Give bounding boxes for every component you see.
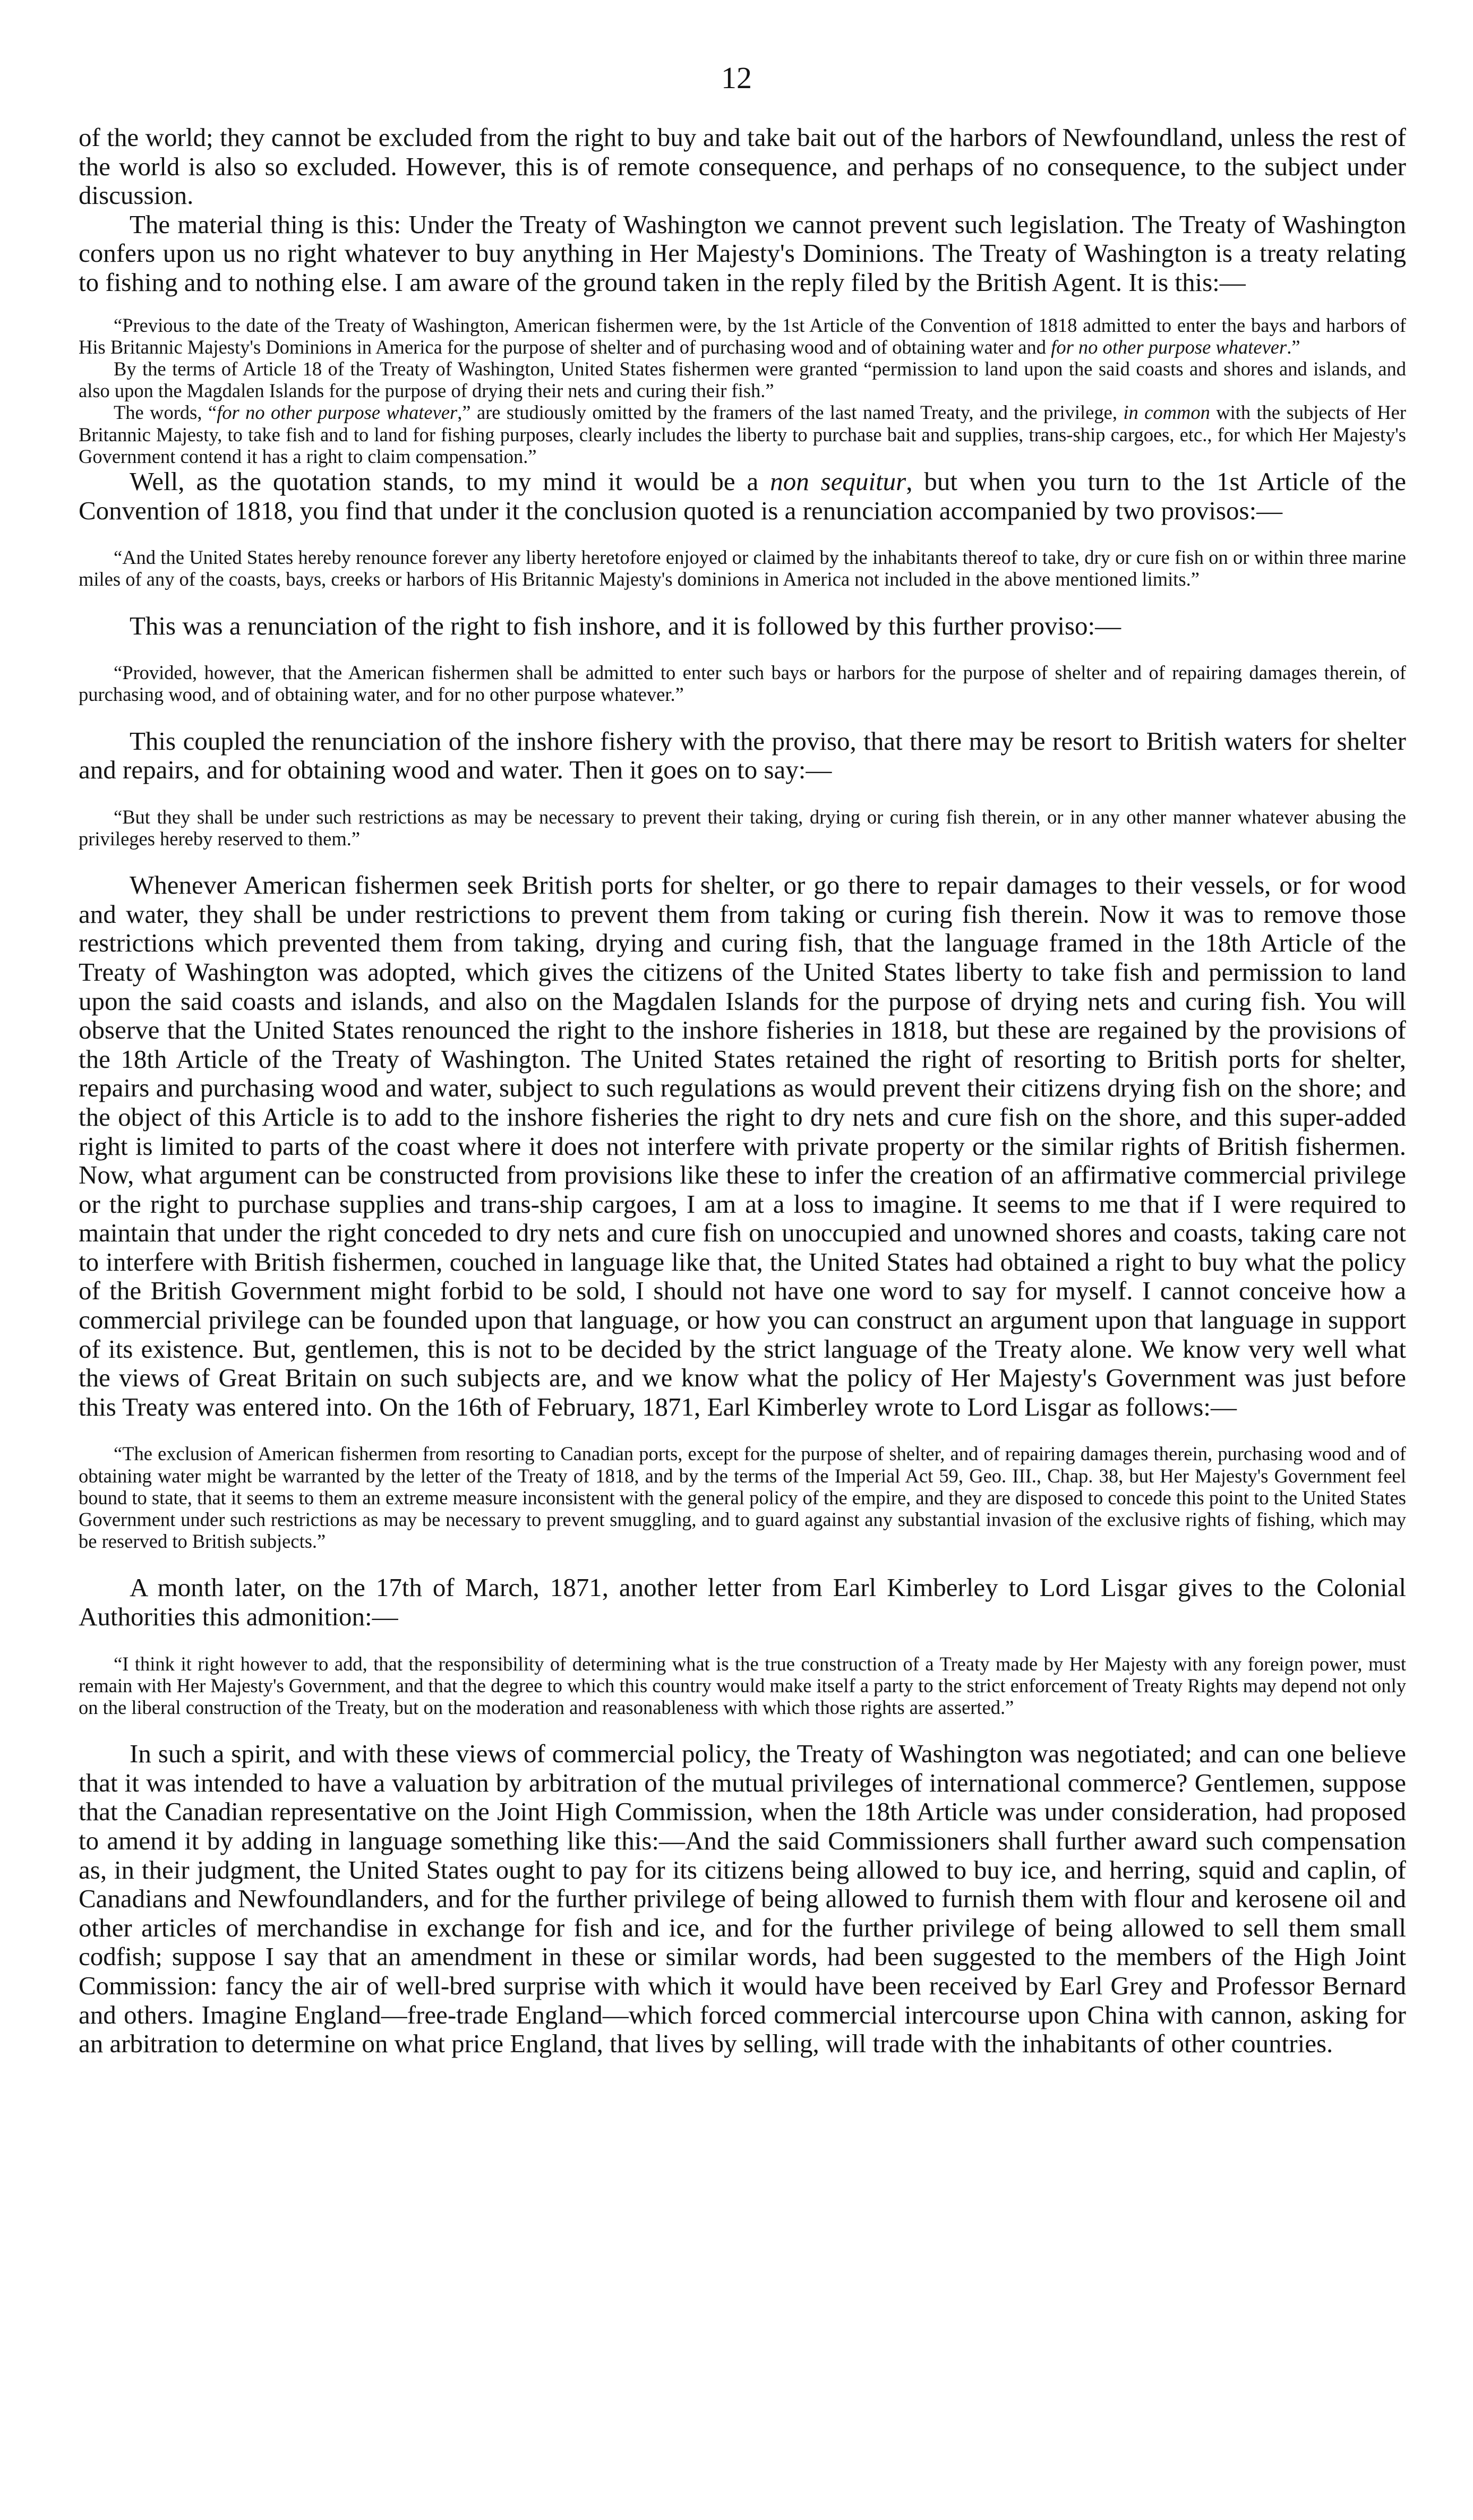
block-quote: “But they shall be under such restrictions as may be necessary to prevent their taking, drying or curing fish therein, or in any other manner whatever abusing the privileges hereby reserved to them.” <box>79 805 1406 850</box>
quote-paragraph: The words, “for no other purpose whatever,” are studiously omitted by the framers of the last named Treaty, and the privilege, in common with the subjects of Her Britannic Majesty, to take fish and to land for fishing purposes, clearly includes the liberty to purchase bait and supplies, trans-ship cargoes, etc., for which Her Majesty's Government contend it has a right to claim compensation.” <box>79 401 1407 467</box>
block-quote: “I think it right however to add, that the responsibility of determining what is the true construction of a Treaty made by Her Majesty with any foreign power, must remain with Her Majesty's Government, and that the degree to which this country would make itself a party to the strict enforcement of Treaty Rights may depend not only on the liberal construction of the Treaty, but on the moderation and reasonableness with which those rights are asserted.” <box>79 1652 1406 1719</box>
paragraph: This coupled the renunciation of the inshore fishery with the proviso, that there may be resort to British waters for shelter and repairs, and for obtaining wood and water. Then it goes on to say:— <box>79 726 1406 785</box>
block-quote <box>79 314 1406 467</box>
paragraph: Well, as the quotation stands, to my mind it would be a non sequitur, but when you turn to the 1st Article of the Convention of 1818, you find that under it the conclusion quoted is a renunciation accompanied by two provisos:— <box>79 466 1406 525</box>
block-quote: “The exclusion of American fishermen from resorting to Canadian ports, except for the purpose of shelter, and of repairing damages therein, purchasing wood and of obtaining water might be warranted by the letter of the Treaty of 1818, and by the terms of the Imperial Act 59, Geo. III., Chap. 38, but Her Majesty's Government feel bound to state, that it seems to them an extreme measure inconsistent with the general policy of the empire, and they are disposed to concede this point to the United States Government under such restrictions as may be necessary to prevent smuggling, and to guard against any substantial invasion of the exclusive rights of fishing, which may be reserved to British subjects.” <box>79 1443 1406 1553</box>
paragraph: In such a spirit, and with these views of commercial policy, the Treaty of Washington was negotiated; and can one believe that it was intended to have a valuation by arbitration of the mutual privileges of international commerce? Gentlemen, suppose that the Canadian representative on the Joint High Commission, when the 18th Article was under consideration, had proposed to amend it by adding in language something like this:—And the said Commissioners shall further award such compensation as, in their judgment, the United States ought to pay for its citizens being allowed to buy ice, and herring, squid and caplin, of Canadians and Newfoundlanders, and for the further privilege of being allowed to furnish them with flour and kerosene oil and other articles of merchandise in exchange for fish and ice, and for the further privilege of being allowed to sell them small codfish; suppose I say that an amendment in these or similar words, had been suggested to the members of the High Joint Commission: fancy the air of well-bred surprise with which it would have been received by Earl Grey and Professor Bernard and others. Imagine England—free-trade England—which forced commercial intercourse upon China with cannon, asking for an arbitration to determine on what price England, that lives by selling, will trade with the inhabitants of other countries. <box>79 1739 1406 2059</box>
quote-paragraph: By the terms of Article 18 of the Treaty of Washington, United States fishermen were granted “permission to land upon the said coasts and shores and islands, and also upon the Magdalen Islands for the purpose of drying their nets and curing their fish.” <box>79 357 1406 402</box>
page-body <box>79 123 1406 2059</box>
quote-paragraph: “Previous to the date of the Treaty of Washington, American fishermen were, by the 1st Article of the Convention of 1818 admitted to enter the bays and harbors of His Britannic Majesty's Dominions in America for the purpose of shelter and of purchasing wood and of obtaining water and for no other purpose whatever.” <box>79 314 1406 358</box>
block-quote: “And the United States hereby renounce forever any liberty heretofore enjoyed or claimed by the inhabitants thereof to take, dry or cure fish on or within three marine miles of any of the coasts, bays, creeks or harbors of His Britannic Majesty's dominions in America not included in the above mentioned limits.” <box>79 546 1406 590</box>
paragraph: The material thing is this: Under the Treaty of Washington we cannot prevent such legislation. The Treaty of Washington confers upon us no right whatever to buy anything in Her Majesty's Dominions. The Treaty of Washington is a treaty relating to fishing and to nothing else. I am aware of the ground taken in the reply filed by the British Agent. It is this:— <box>79 209 1406 297</box>
paragraph: Whenever American fishermen seek British ports for shelter, or go there to repair damages to their vessels, or for wood and water, they shall be under restrictions to prevent them from taking or curing fish therein. Now it was to remove those restrictions which prevented them from taking, drying and curing fish, that the language framed in the 18th Article of the Treaty of Washington was adopted, which gives the citizens of the United States liberty to take fish and permission to land upon the said coasts and islands, and also on the Magdalen Islands for the purpose of drying nets and curing fish. You will observe that the United States renounced the right to the inshore fisheries in 1818, but these are regained by the provisions of the 18th Article of the Treaty of Washington. The United States retained the right of resorting to British ports for shelter, repairs and purchasing wood and water, subject to such regulations as would prevent their citizens drying fish on the shore; and the object of this Article is to add to the inshore fisheries the right to dry nets and cure fish on the shore, and this super-added right is limited to parts of the coast where it does not interfere with private property or the similar rights of British fishermen. Now, what argument can be constructed from provisions like these to infer the creation of an affirmative commercial privilege or the right to purchase supplies and trans-ship cargoes, I am at a loss to imagine. It seems to me that if I were required to maintain that under the right conceded to dry nets and cure fish on unoccupied and unowned shores and coasts, taking care not to interfere with British fishermen, couched in language like that, the United States had obtained a right to buy what the policy of the British Government might forbid to be sold, I should not have one word to say for myself. I cannot conceive how a commercial privilege can be founded upon that language, or how you can construct an argument upon that language in support of its existence. But, gentlemen, this is not to be decided by the strict language of the Treaty alone. We know very well what the views of Great Britain on such subjects are, and we know what the policy of Her Majesty's Government was just before this Treaty was entered into. On the 16th of February, 1871, Earl Kimberley wrote to Lord Lisgar as follows:— <box>79 870 1406 1421</box>
paragraph: This was a renunciation of the right to fish inshore, and it is followed by this further proviso:— <box>130 611 1121 640</box>
page-number: 12 <box>721 61 752 95</box>
paragraph: A month later, on the 17th of March, 1871, another letter from Earl Kimberley to Lord Lisgar gives to the Colonial Authorities this admonition:— <box>79 1573 1406 1632</box>
block-quote: “Provided, however, that the American fishermen shall be admitted to enter such bays or harbors for the purpose of shelter and of repairing damages therein, of purchasing wood, and of obtaining water, and for no other purpose whatever.” <box>79 662 1406 706</box>
paragraph: of the world; they cannot be excluded from the right to buy and take bait out of the harbors of Newfoundland, unless the rest of the world is also so excluded. However, this is of remote consequence, and perhaps of no consequence, to the subject under discussion. <box>79 123 1406 210</box>
